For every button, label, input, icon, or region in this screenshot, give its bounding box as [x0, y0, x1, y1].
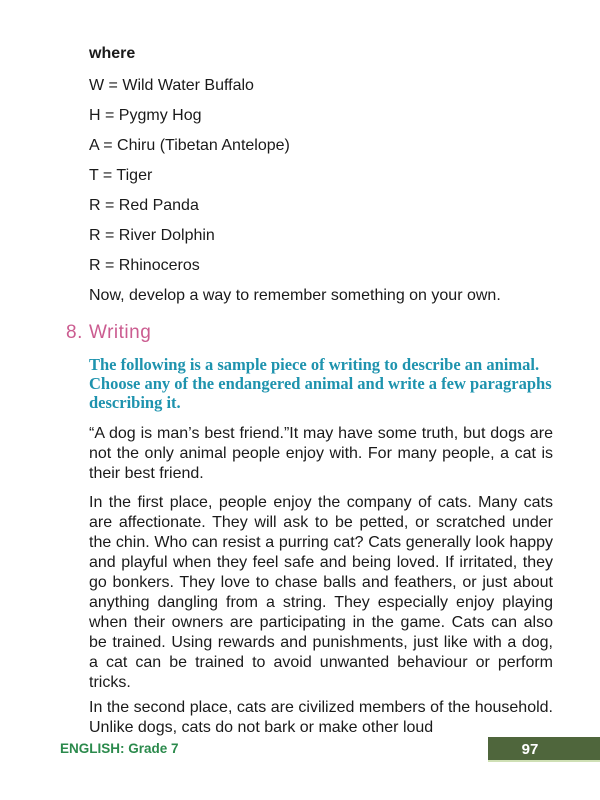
instruction-line: describing it. — [89, 393, 181, 412]
instruction-line: Choose any of the endangered animal and write a few paragraphs — [89, 374, 552, 393]
page-number-box — [488, 737, 600, 762]
mnemonic-item-river-dolphin: R = River Dolphin — [89, 227, 215, 244]
mnemonic-intro: where — [89, 45, 136, 62]
mnemonic-list — [89, 76, 553, 276]
instruction-line: The following is a sample piece of writing to describe an animal. — [89, 355, 540, 374]
section-number: 8. — [66, 322, 83, 343]
footer-book-title: ENGLISH: Grade 7 — [60, 741, 179, 756]
essay-paragraph-1: “A dog is man’s best friend.”It may have some truth, but dogs are not the only animal people enjoy with. For many people, a cat is their best friend. — [89, 425, 553, 482]
page-content — [66, 44, 553, 738]
mnemonic-item-tiger: T = Tiger — [89, 167, 153, 184]
mnemonic-item-chiru: A = Chiru (Tibetan Antelope) — [89, 137, 290, 154]
essay-paragraph-3: In the second place, cats are civilized members of the household. Unlike dogs, cats do not bark or make other loud — [89, 699, 553, 736]
mnemonic-item-pygmy-hog: H = Pygmy Hog — [89, 107, 202, 124]
mnemonic-item-red-panda: R = Red Panda — [89, 197, 199, 214]
essay-paragraph-2: In the first place, people enjoy the company of cats. Many cats are affectionate. They will ask to be petted, or scratched under the chin. Who can resist a purring cat? Cats generally look happy and playful when they feel safe and being loved. If irritated, they go bonkers. They love to chase balls and feathers, or just about anything dangling from a string. They especially enjoy playing when their owners are participating in the game. Cats can also be trained. Using rewards and punishments, just like with a dog, a cat can be trained to avoid unwanted behaviour or perform tricks. — [89, 494, 553, 691]
mnemonic-prompt: Now, develop a way to remember something on your own. — [89, 287, 501, 304]
mnemonic-item-wild-water-buffalo: W = Wild Water Buffalo — [89, 77, 254, 94]
mnemonic-item-rhinoceros: R = Rhinoceros — [89, 257, 200, 274]
section-heading — [66, 320, 553, 346]
page-number: 97 — [521, 741, 539, 758]
writing-instruction — [89, 355, 553, 412]
section-title: Writing — [89, 322, 152, 343]
